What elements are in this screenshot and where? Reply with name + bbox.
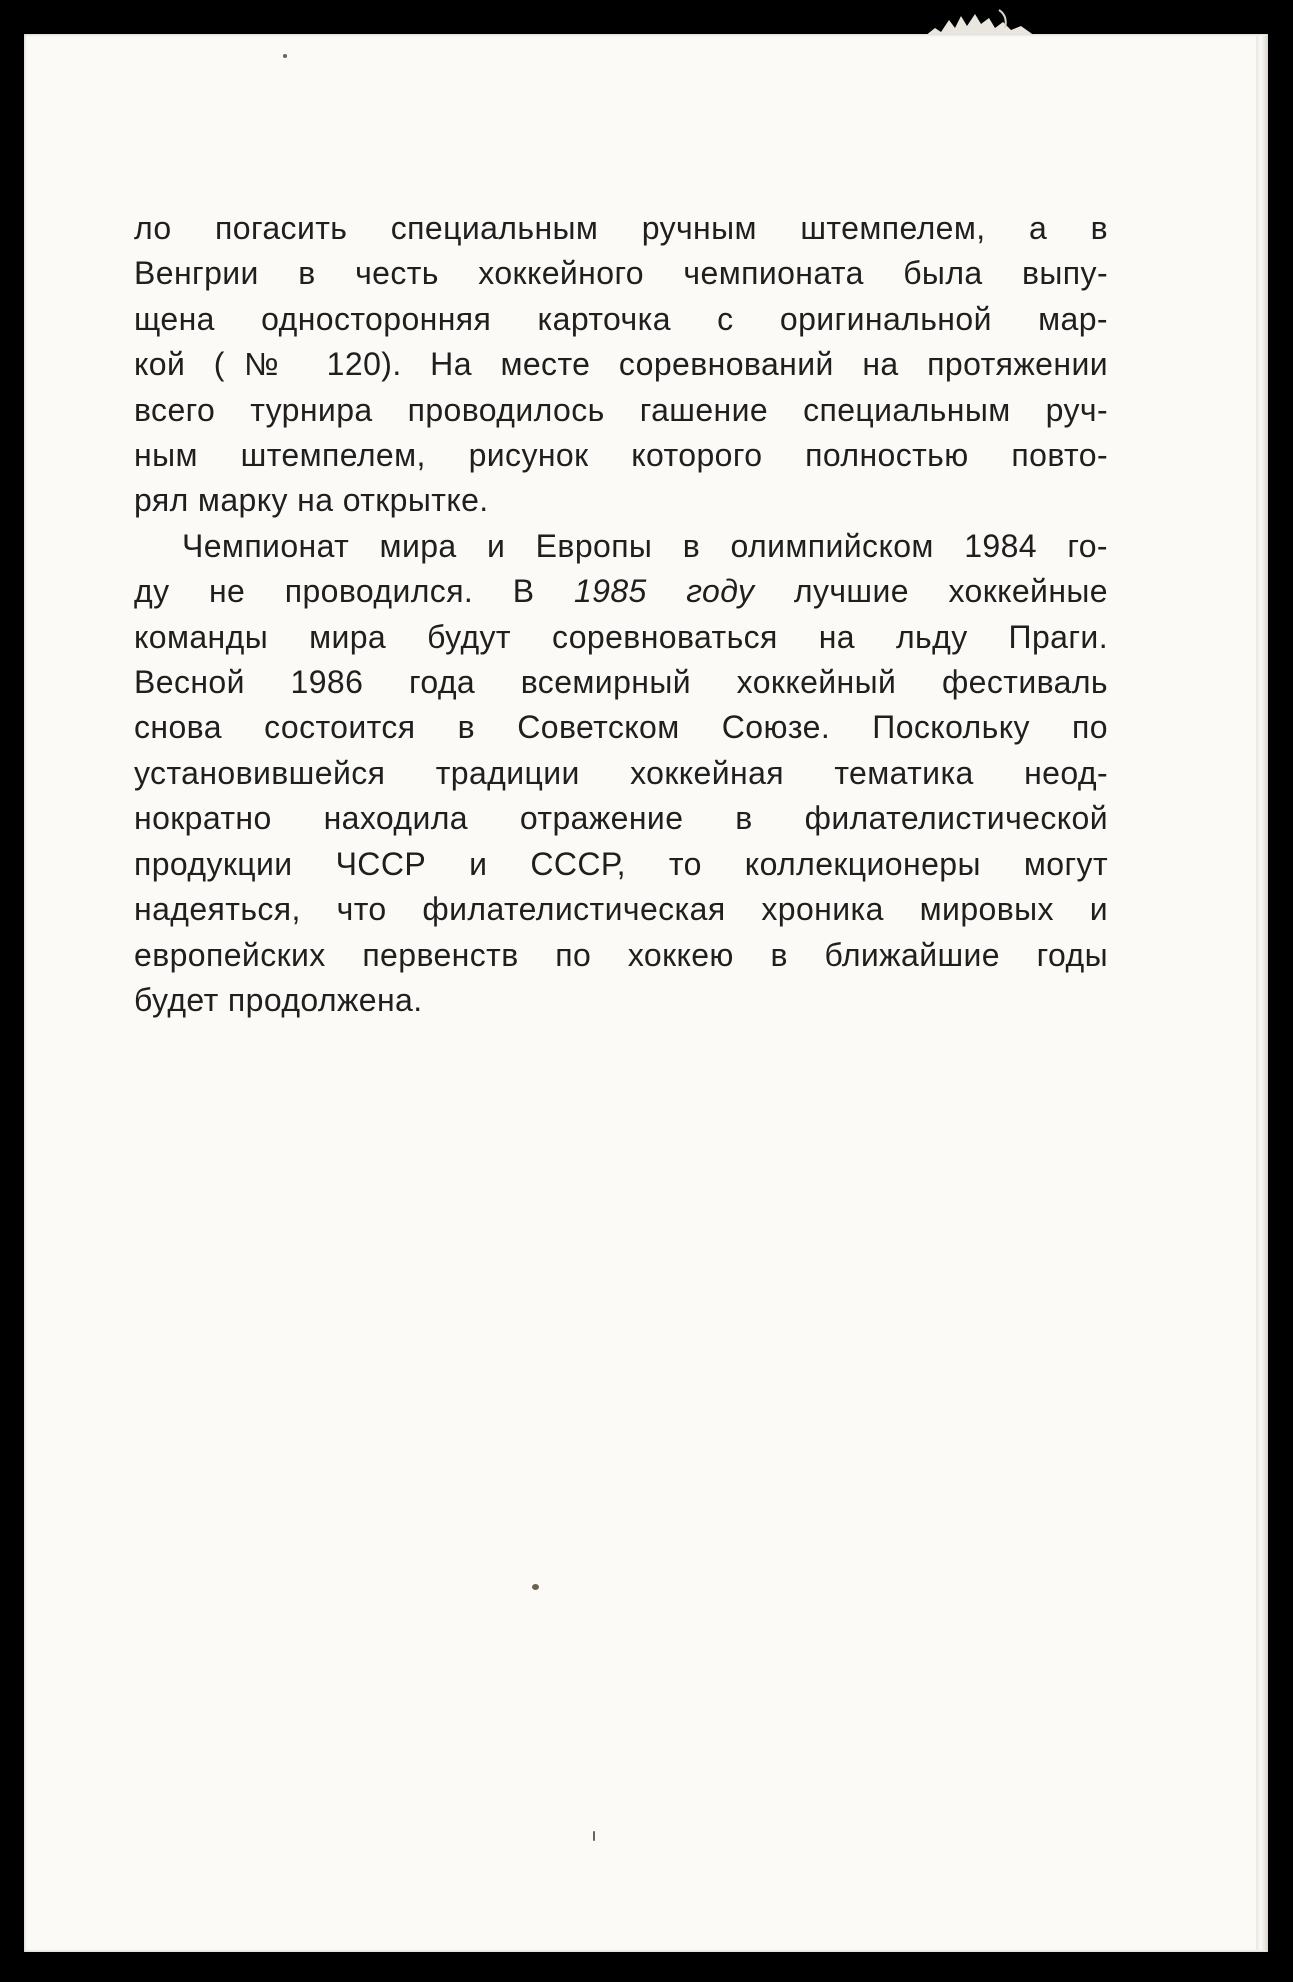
italic-year-phrase: 1985 году bbox=[573, 573, 755, 610]
text-segment: Весной 1986 года всемирный хоккейный фестиваль bbox=[134, 664, 1108, 701]
text-line bbox=[134, 660, 1108, 705]
frayed-paper-corner bbox=[925, 6, 1035, 36]
text-line bbox=[134, 297, 1108, 342]
text-line bbox=[134, 796, 1108, 841]
text-segment: установившейся традиции хоккейная тематика неод- bbox=[134, 754, 1108, 791]
text-segment: лучшие хоккейные bbox=[754, 573, 1108, 610]
text-line bbox=[134, 978, 1108, 1023]
text-line bbox=[134, 842, 1108, 887]
text-segment: надеяться, что филателистическая хроника мировых и bbox=[134, 891, 1108, 928]
text-segment: ду не проводился. В bbox=[134, 573, 574, 610]
paragraph bbox=[134, 524, 1108, 1023]
paper-speck bbox=[283, 54, 287, 58]
text-segment: Чемпионат мира и Европы в олимпийском 1984 го- bbox=[182, 527, 1108, 564]
text-segment: будет продолжена. bbox=[134, 981, 423, 1018]
text-segment: рял марку на открытке. bbox=[134, 482, 489, 519]
paper-speck bbox=[593, 1831, 595, 1841]
paragraph bbox=[134, 206, 1108, 524]
text-segment: кой (№ 120). На месте соревнований на протяжении bbox=[134, 346, 1108, 383]
text-line bbox=[134, 524, 1108, 569]
text-line bbox=[134, 388, 1108, 433]
paper-speck bbox=[532, 1584, 539, 1590]
text-line bbox=[134, 342, 1108, 387]
text-line bbox=[134, 478, 1108, 523]
text-segment: всего турнира проводилось гашение специальным руч- bbox=[134, 391, 1108, 428]
text-line bbox=[134, 933, 1108, 978]
text-line bbox=[134, 433, 1108, 478]
page-edge-shadow bbox=[1256, 36, 1268, 1950]
text-segment: ло погасить специальным ручным штемпелем, а в bbox=[134, 210, 1108, 246]
text-segment: ным штемпелем, рисунок которого полностью повто- bbox=[134, 437, 1108, 474]
text-line bbox=[134, 615, 1108, 660]
text-segment: Венгрии в честь хоккейного чемпионата была выпу- bbox=[134, 255, 1108, 292]
text-segment: нократно находила отражение в филателистической bbox=[134, 800, 1108, 837]
text-segment: снова состоится в Советском Союзе. Поскольку по bbox=[134, 709, 1108, 746]
body-text bbox=[134, 206, 1108, 1023]
text-line bbox=[134, 751, 1108, 796]
text-segment: команды мира будут соревноваться на льду Праги. bbox=[134, 618, 1108, 655]
text-segment: европейских первенств по хоккею в ближайшие годы bbox=[134, 936, 1108, 973]
text-segment: щена односторонняя карточка с оригинальной мар- bbox=[134, 300, 1108, 337]
text-line bbox=[134, 251, 1108, 296]
text-segment: продукции ЧССР и СССР, то коллекционеры могут bbox=[134, 845, 1108, 882]
text-line bbox=[134, 705, 1108, 750]
text-line bbox=[134, 887, 1108, 932]
text-line bbox=[134, 206, 1108, 251]
text-line bbox=[134, 569, 1108, 614]
